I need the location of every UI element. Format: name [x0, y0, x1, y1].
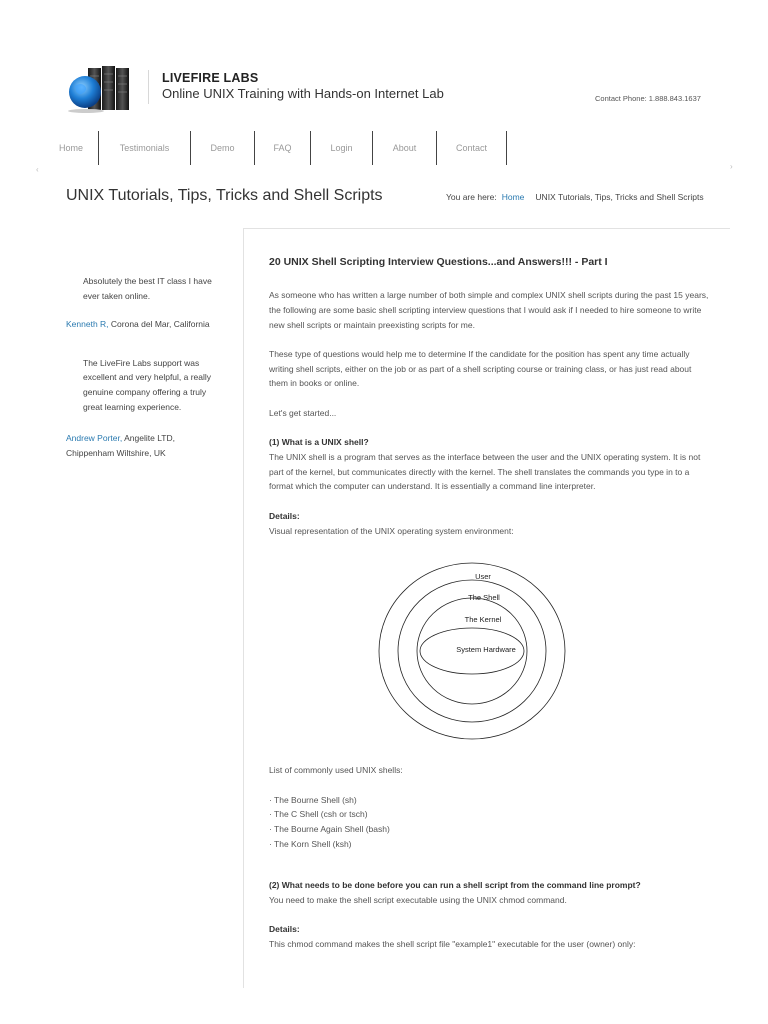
brand-tagline: Online UNIX Training with Hands-on Internet Lab	[162, 86, 444, 101]
article-paragraph: These type of questions would help me to determine If the candidate for the position has spent any time actually writing shell scripts, either on the job or as part of a shell scripting course or training class, or has just read about them in books or online.	[269, 348, 692, 389]
diagram-label-hardware: System Hardware	[456, 645, 516, 654]
testimonial-author-location: Angelite LTD, Chippenham Wiltshire, UK	[66, 433, 175, 458]
details-label: Details:	[269, 510, 300, 521]
nav-about[interactable]: About	[373, 131, 437, 165]
nav-contact[interactable]: Contact	[437, 131, 507, 165]
sidebar-testimonials	[66, 274, 216, 460]
shells-list	[269, 793, 709, 852]
list-item: · The C Shell (csh or tsch)	[269, 809, 368, 820]
testimonial-author-location: Corona del Mar, California	[108, 319, 210, 330]
nav-edge-left-icon: ‹	[36, 165, 39, 174]
question-heading: (2) What needs to be done before you can run a shell script from the command line prompt?	[269, 880, 641, 891]
nav-testimonials[interactable]: Testimonials	[99, 131, 191, 165]
question-heading: (1) What is a UNIX shell?	[269, 437, 369, 448]
breadcrumb-home-link[interactable]: Home	[501, 192, 525, 202]
logo[interactable]	[66, 64, 132, 114]
nav-faq[interactable]: FAQ	[255, 131, 311, 165]
article-title: 20 UNIX Shell Scripting Interview Questions...and Answers!!! - Part I	[269, 256, 608, 268]
details-text: Visual representation of the UNIX operating system environment:	[269, 525, 514, 536]
testimonial-quote: The LiveFire Labs support was excellent and very helpful, a really genuine company offering a truly great learning experience.	[83, 357, 212, 412]
list-item: · The Bourne Again Shell (bash)	[269, 824, 390, 835]
details-text: This chmod command makes the shell script file "example1" executable for the user (owner) only:	[269, 939, 636, 950]
shells-intro: List of commonly used UNIX shells:	[269, 765, 403, 776]
brand-name[interactable]: LIVEFIRE LABS	[162, 71, 259, 85]
breadcrumb-label: You are here:	[446, 192, 497, 202]
content-border-top	[243, 228, 730, 229]
nav-home[interactable]: Home	[44, 131, 99, 165]
nav-login[interactable]: Login	[311, 131, 373, 165]
nav-demo[interactable]: Demo	[191, 131, 255, 165]
breadcrumb-current: UNIX Tutorials, Tips, Tricks and Shell Scripts	[535, 192, 704, 202]
page-title: UNIX Tutorials, Tips, Tricks and Shell Scripts	[66, 187, 383, 204]
unix-environment-diagram	[377, 560, 567, 742]
diagram-label-kernel: The Kernel	[464, 615, 502, 624]
testimonial-quote: Absolutely the best IT class I have ever taken online.	[83, 276, 212, 301]
testimonial-author-link[interactable]: Kenneth R,	[66, 319, 109, 330]
testimonial-author	[66, 431, 216, 460]
contact-phone: Contact Phone: 1.888.843.1637	[595, 94, 701, 103]
answer-text: You need to make the shell script executable using the UNIX chmod command.	[269, 895, 567, 906]
article-paragraph: Let's get started...	[269, 407, 337, 418]
diagram-label-user: User	[475, 572, 491, 581]
content-border	[243, 228, 244, 988]
testimonial-author	[66, 317, 216, 332]
diagram-label-shell: The Shell	[468, 593, 500, 602]
breadcrumb	[446, 192, 704, 202]
testimonial-author-link[interactable]: Andrew Porter,	[66, 433, 123, 444]
article-paragraph: As someone who has written a large number of both simple and complex UNIX shell scripts during the past 15 years, the following are some basic shell scripting interview questions that I would ask if I needed to hire someone to write new shell scripts or maintain preexisting scripts for me.	[269, 290, 709, 330]
details-label: Details:	[269, 924, 300, 935]
nav-edge-right-icon: ›	[730, 162, 733, 171]
answer-text: The UNIX shell is a program that serves as the interface between the user and the UNIX operating system. It is not part of the kernel, but communicates directly with the kernel. The shell translates the commands you type in to a format which the computer can understand. It is essentially a command line interpreter.	[269, 451, 701, 492]
list-item: · The Korn Shell (ksh)	[269, 839, 352, 850]
main-nav	[44, 131, 507, 165]
header-divider	[148, 70, 149, 104]
list-item: · The Bourne Shell (sh)	[269, 794, 357, 805]
